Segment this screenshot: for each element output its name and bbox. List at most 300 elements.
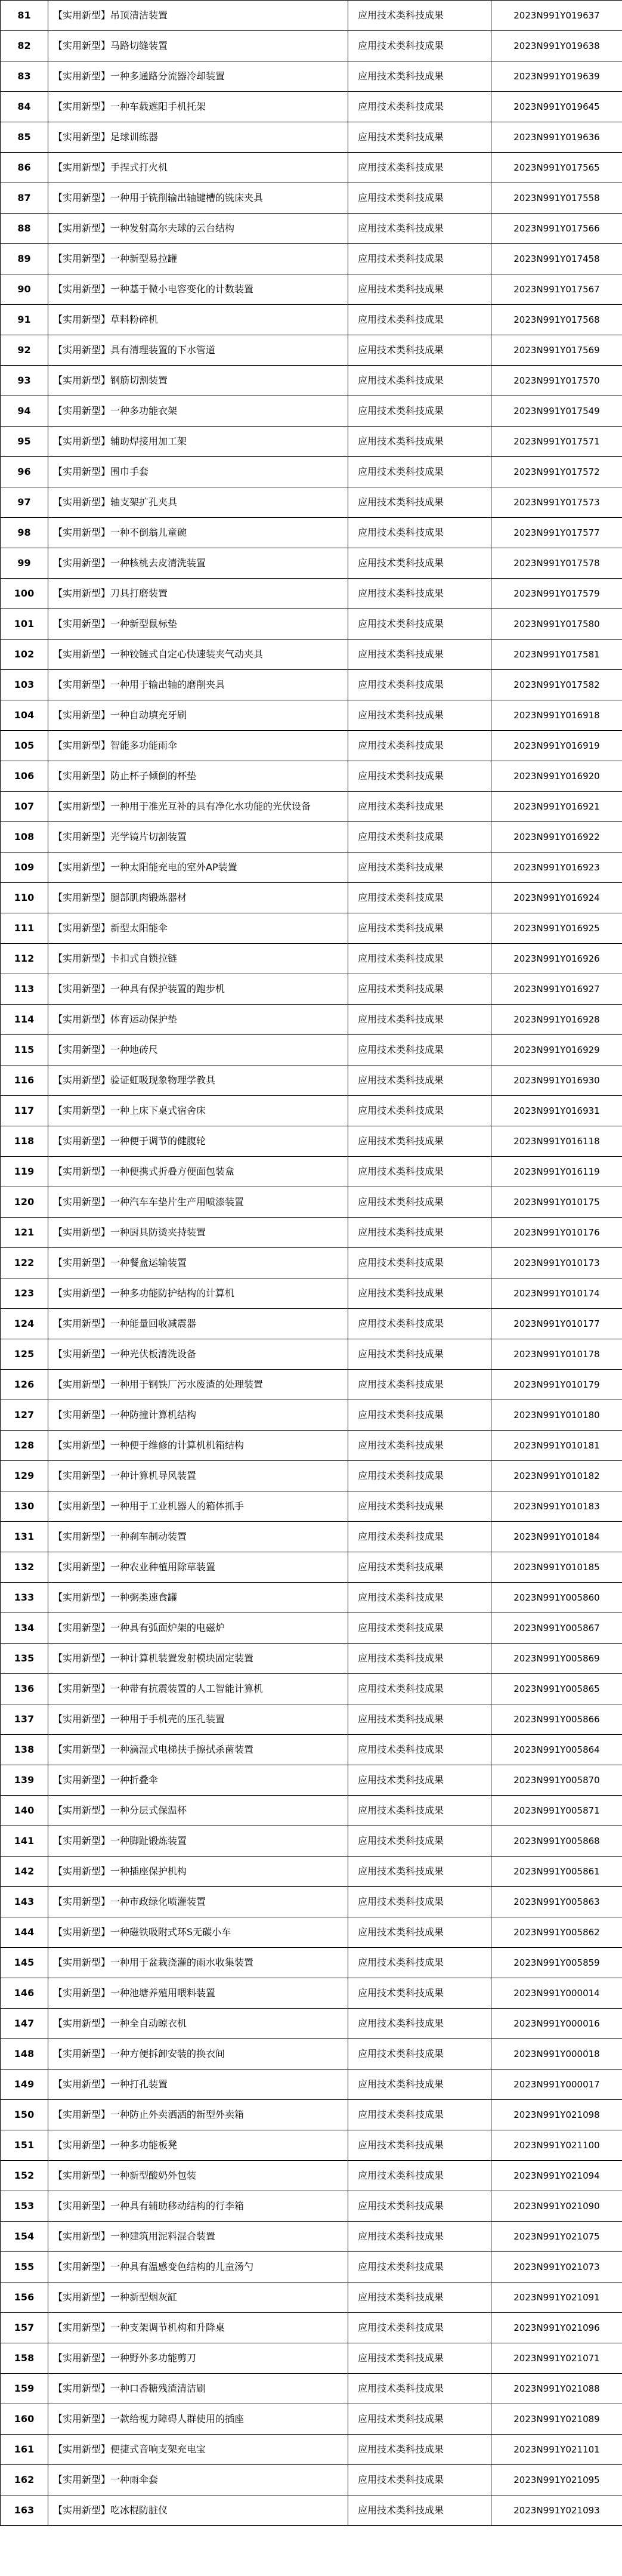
registration-code-cell	[491, 2282, 622, 2313]
row-number-cell	[1, 1035, 48, 1065]
table-row	[1, 2404, 622, 2435]
row-number-text: 93	[17, 375, 31, 386]
achievement-type-cell	[348, 2404, 491, 2435]
achievement-name-text: 【实用新型】一种新型易拉罐	[53, 253, 178, 264]
achievement-name-text: 【实用新型】一种具有辅助移动结构的行李箱	[53, 2200, 245, 2211]
row-number-cell	[1, 518, 48, 548]
achievement-type-cell	[348, 974, 491, 1005]
achievement-name-cell	[48, 1613, 348, 1644]
achievement-name-cell	[48, 305, 348, 335]
row-number-cell	[1, 761, 48, 792]
achievement-type-cell	[348, 640, 491, 670]
achievement-name-text: 【实用新型】吃冰棍防脏仪	[53, 2504, 168, 2516]
achievement-type-cell	[348, 396, 491, 427]
achievement-name-cell	[48, 2343, 348, 2374]
achievement-name-text: 【实用新型】一种支架调节机构和升降桌	[53, 2322, 225, 2333]
registration-code-text: 2023N991Y010184	[513, 1531, 600, 1542]
achievement-type-text: 应用技术类科技成果	[358, 1896, 444, 1907]
achievement-name-text: 【实用新型】一种防撞计算机结构	[53, 1409, 197, 1420]
table-row	[1, 1826, 622, 1857]
row-number-cell	[1, 1704, 48, 1735]
achievement-type-text: 应用技术类科技成果	[358, 1926, 444, 1938]
registration-code-cell	[491, 1522, 622, 1552]
achievement-name-text: 【实用新型】一种用于钢铁厂污水废渣的处理装置	[53, 1379, 264, 1390]
achievement-name-text: 【实用新型】验证虹吸现象物理学教具	[53, 1074, 216, 1086]
row-number-text: 143	[14, 1896, 35, 1907]
achievement-name-cell	[48, 1370, 348, 1400]
registration-code-cell	[491, 1826, 622, 1857]
registration-code-text: 2023N991Y021100	[513, 2140, 600, 2151]
row-number-text: 155	[14, 2261, 35, 2272]
row-number-cell	[1, 1096, 48, 1126]
achievement-type-text: 应用技术类科技成果	[358, 1957, 444, 1968]
registration-code-cell	[491, 700, 622, 731]
table-row	[1, 1431, 622, 1461]
registration-code-cell	[491, 1644, 622, 1674]
table-row	[1, 822, 622, 853]
registration-code-cell	[491, 792, 622, 822]
row-number-text: 134	[14, 1622, 35, 1633]
achievement-name-text: 【实用新型】一种用于准光互补的具有净化水功能的光伏设备	[53, 801, 311, 812]
registration-code-cell	[491, 1065, 622, 1096]
row-number-cell	[1, 457, 48, 487]
registration-code-text: 2023N991Y021071	[513, 2353, 600, 2364]
row-number-cell	[1, 1613, 48, 1644]
row-number-cell	[1, 1, 48, 31]
registration-code-text: 2023N991Y017572	[513, 467, 600, 477]
achievement-name-text: 【实用新型】手捏式打火机	[53, 162, 168, 173]
row-number-cell	[1, 274, 48, 305]
registration-code-cell	[491, 1857, 622, 1887]
achievement-type-cell	[348, 1096, 491, 1126]
row-number-cell	[1, 2465, 48, 2495]
registration-code-cell	[491, 2343, 622, 2374]
achievement-name-cell	[48, 2435, 348, 2465]
registration-code-text: 2023N991Y016925	[513, 923, 600, 934]
registration-code-cell	[491, 761, 622, 792]
registration-code-text: 2023N991Y010181	[513, 1440, 600, 1451]
registration-code-text: 2023N991Y005859	[513, 1957, 600, 1968]
row-number-cell	[1, 2495, 48, 2526]
row-number-cell	[1, 1674, 48, 1704]
achievement-name-text: 【实用新型】一种新型酸奶外包装	[53, 2170, 197, 2181]
achievement-type-text: 应用技术类科技成果	[358, 2291, 444, 2303]
row-number-text: 104	[14, 709, 35, 721]
row-number-cell	[1, 548, 48, 579]
registration-code-text: 2023N991Y005862	[513, 1927, 600, 1938]
achievement-type-cell	[348, 1187, 491, 1218]
achievement-name-text: 【实用新型】腿部肌肉锻炼器材	[53, 892, 187, 903]
achievement-name-text: 【实用新型】一款给视力障碍人群使用的插座	[53, 2413, 245, 2424]
achievement-name-text: 【实用新型】辅助焊接用加工架	[53, 435, 187, 447]
row-number-cell	[1, 153, 48, 183]
achievement-name-cell	[48, 609, 348, 640]
row-number-cell	[1, 183, 48, 214]
row-number-text: 145	[14, 1957, 35, 1968]
achievement-type-text: 应用技术类科技成果	[358, 1014, 444, 1025]
achievement-type-text: 应用技术类科技成果	[358, 466, 444, 477]
achievement-name-text: 【实用新型】一种市政绿化喷灌装置	[53, 1896, 206, 1907]
achievement-type-cell	[348, 2374, 491, 2404]
registration-code-cell	[491, 609, 622, 640]
registration-code-text: 2023N991Y021101	[513, 2444, 600, 2455]
achievement-type-text: 应用技术类科技成果	[358, 1440, 444, 1451]
achievement-name-cell	[48, 2191, 348, 2222]
registration-code-cell	[491, 305, 622, 335]
achievement-name-text: 【实用新型】一种脚趾锻炼装置	[53, 1835, 187, 1846]
achievement-name-text: 【实用新型】一种带有抗震装置的人工智能计算机	[53, 1683, 264, 1694]
table-row	[1, 2009, 622, 2039]
row-number-text: 123	[14, 1287, 35, 1299]
achievement-type-text: 应用技术类科技成果	[358, 2170, 444, 2181]
registration-code-cell	[491, 92, 622, 122]
row-number-text: 138	[14, 1744, 35, 1755]
achievement-type-cell	[348, 2039, 491, 2070]
achievement-name-text: 【实用新型】一种不倒翁儿童碗	[53, 527, 187, 538]
table-row	[1, 1613, 622, 1644]
achievement-type-text: 应用技术类科技成果	[358, 1987, 444, 1999]
achievement-name-text: 【实用新型】马路切缝装置	[53, 40, 168, 51]
achievement-type-cell	[348, 670, 491, 700]
achievement-type-cell	[348, 1917, 491, 1948]
row-number-text: 82	[17, 40, 31, 51]
achievement-type-text: 应用技术类科技成果	[358, 2413, 444, 2424]
achievement-type-cell	[348, 1826, 491, 1857]
table-row	[1, 2100, 622, 2130]
achievement-name-cell	[48, 1796, 348, 1826]
achievement-type-text: 应用技术类科技成果	[358, 953, 444, 964]
achievement-type-text: 应用技术类科技成果	[358, 770, 444, 782]
achievement-type-cell	[348, 2435, 491, 2465]
row-number-text: 139	[14, 1774, 35, 1786]
achievement-name-text: 【实用新型】一种全自动晾衣机	[53, 2018, 187, 2029]
registration-code-text: 2023N991Y016118	[513, 1136, 600, 1147]
table-row	[1, 61, 622, 92]
achievement-type-cell	[348, 1005, 491, 1035]
achievement-name-cell	[48, 396, 348, 427]
table-row	[1, 1491, 622, 1522]
achievement-name-text: 【实用新型】一种用于盆栽浇灌的雨水收集装置	[53, 1957, 254, 1968]
achievement-name-text: 【实用新型】一种计算机装置发射模块固定装置	[53, 1653, 254, 1664]
row-number-text: 122	[14, 1257, 35, 1268]
row-number-text: 118	[14, 1135, 35, 1147]
registration-code-cell	[491, 2039, 622, 2070]
registration-code-cell	[491, 2313, 622, 2343]
achievement-type-cell	[348, 548, 491, 579]
achievement-type-text: 应用技术类科技成果	[358, 131, 444, 143]
registration-code-cell	[491, 670, 622, 700]
achievement-name-text: 【实用新型】轴支架扩孔夹具	[53, 496, 178, 508]
table-row	[1, 1157, 622, 1187]
registration-code-cell	[491, 1461, 622, 1491]
achievement-name-text: 【实用新型】吊顶清洁装置	[53, 10, 168, 21]
achievement-name-cell	[48, 1826, 348, 1857]
achievement-name-cell	[48, 1248, 348, 1278]
row-number-text: 121	[14, 1227, 35, 1238]
row-number-text: 81	[17, 10, 31, 21]
achievement-name-cell	[48, 548, 348, 579]
achievement-name-text: 【实用新型】一种上床下桌式宿舍床	[53, 1105, 206, 1116]
registration-code-cell	[491, 396, 622, 427]
registration-code-text: 2023N991Y016930	[513, 1075, 600, 1086]
achievement-type-text: 应用技术类科技成果	[358, 1835, 444, 1846]
achievement-name-text: 【实用新型】智能多功能雨伞	[53, 740, 178, 751]
achievement-name-text: 【实用新型】一种新型鼠标垫	[53, 618, 178, 629]
achievement-type-cell	[348, 1339, 491, 1370]
table-row	[1, 1005, 622, 1035]
registration-code-cell	[491, 2252, 622, 2282]
registration-code-text: 2023N991Y010185	[513, 1562, 600, 1573]
achievement-name-cell	[48, 1765, 348, 1796]
row-number-text: 84	[17, 101, 31, 112]
achievement-type-cell	[348, 700, 491, 731]
achievement-type-cell	[348, 2465, 491, 2495]
registration-code-cell	[491, 183, 622, 214]
achievement-name-text: 【实用新型】一种便携式折叠方便面包装盒	[53, 1166, 235, 1177]
achievement-name-cell	[48, 1704, 348, 1735]
registration-code-text: 2023N991Y016923	[513, 862, 600, 873]
table-row	[1, 974, 622, 1005]
registration-code-cell	[491, 1796, 622, 1826]
registration-code-text: 2023N991Y019645	[513, 101, 600, 112]
achievement-type-cell	[348, 2070, 491, 2100]
row-number-cell	[1, 1978, 48, 2009]
achievement-type-cell	[348, 1735, 491, 1765]
achievement-type-text: 应用技术类科技成果	[358, 1135, 444, 1147]
row-number-cell	[1, 944, 48, 974]
achievement-type-cell	[348, 122, 491, 153]
registration-code-text: 2023N991Y016929	[513, 1045, 600, 1055]
row-number-text: 119	[14, 1166, 35, 1177]
registration-code-cell	[491, 548, 622, 579]
row-number-text: 156	[14, 2291, 35, 2303]
registration-code-text: 2023N991Y017579	[513, 588, 600, 599]
registration-code-cell	[491, 1887, 622, 1917]
achievement-name-cell	[48, 122, 348, 153]
registration-code-cell	[491, 883, 622, 913]
achievement-name-cell	[48, 1461, 348, 1491]
achievement-type-text: 应用技术类科技成果	[358, 1653, 444, 1664]
row-number-text: 111	[14, 922, 35, 934]
achievement-name-cell	[48, 2465, 348, 2495]
table-row	[1, 2130, 622, 2161]
achievement-name-text: 【实用新型】一种光伏板清洗设备	[53, 1348, 197, 1360]
registration-code-text: 2023N991Y010175	[513, 1197, 600, 1207]
table-row	[1, 1126, 622, 1157]
registration-code-text: 2023N991Y017582	[513, 679, 600, 690]
registration-code-cell	[491, 244, 622, 274]
achievement-type-cell	[348, 1796, 491, 1826]
achievement-type-cell	[348, 1, 491, 31]
registration-code-text: 2023N991Y021088	[513, 2383, 600, 2394]
registration-code-cell	[491, 1674, 622, 1704]
table-row	[1, 1552, 622, 1583]
table-row	[1, 548, 622, 579]
achievement-name-cell	[48, 1218, 348, 1248]
row-number-text: 91	[17, 314, 31, 325]
achievement-type-cell	[348, 366, 491, 396]
achievement-type-cell	[348, 822, 491, 853]
achievement-name-cell	[48, 1005, 348, 1035]
row-number-text: 129	[14, 1470, 35, 1481]
row-number-cell	[1, 31, 48, 61]
row-number-text: 127	[14, 1409, 35, 1420]
row-number-text: 154	[14, 2231, 35, 2242]
registration-code-text: 2023N991Y005867	[513, 1623, 600, 1633]
registration-code-text: 2023N991Y005865	[513, 1684, 600, 1694]
achievement-name-text: 【实用新型】一种打孔装置	[53, 2078, 168, 2090]
achievement-name-text: 【实用新型】一种便于调节的健腹轮	[53, 1135, 206, 1147]
row-number-text: 135	[14, 1653, 35, 1664]
achievement-name-text: 【实用新型】一种地砖尺	[53, 1044, 159, 1055]
registration-code-cell	[491, 1187, 622, 1218]
registration-code-cell	[491, 2404, 622, 2435]
table-row	[1, 1278, 622, 1309]
registration-code-text: 2023N991Y005871	[513, 1805, 600, 1816]
row-number-text: 115	[14, 1044, 35, 1055]
registration-code-text: 2023N991Y021096	[513, 2322, 600, 2333]
table-row	[1, 31, 622, 61]
row-number-text: 86	[17, 162, 31, 173]
table-row	[1, 2252, 622, 2282]
achievement-type-cell	[348, 1491, 491, 1522]
table-row	[1, 640, 622, 670]
achievement-name-text: 【实用新型】一种新型烟灰缸	[53, 2291, 178, 2303]
table-row	[1, 1035, 622, 1065]
registration-code-cell	[491, 366, 622, 396]
achievement-name-cell	[48, 974, 348, 1005]
registration-code-cell	[491, 427, 622, 457]
achievement-type-cell	[348, 2343, 491, 2374]
row-number-text: 128	[14, 1440, 35, 1451]
achievement-type-cell	[348, 335, 491, 366]
achievement-name-cell	[48, 1522, 348, 1552]
row-number-text: 148	[14, 2048, 35, 2059]
achievement-type-cell	[348, 2130, 491, 2161]
registration-code-text: 2023N991Y017571	[513, 436, 600, 447]
registration-code-cell	[491, 1735, 622, 1765]
achievement-name-cell	[48, 61, 348, 92]
achievement-type-text: 应用技术类科技成果	[358, 1531, 444, 1542]
registration-code-cell	[491, 640, 622, 670]
registration-code-text: 2023N991Y010180	[513, 1410, 600, 1420]
achievement-type-cell	[348, 609, 491, 640]
achievement-type-cell	[348, 214, 491, 244]
achievement-type-text: 应用技术类科技成果	[358, 1592, 444, 1603]
achievement-type-cell	[348, 2222, 491, 2252]
registration-code-text: 2023N991Y016926	[513, 953, 600, 964]
achievement-type-text: 应用技术类科技成果	[358, 2200, 444, 2211]
achievement-name-text: 【实用新型】一种方便拆卸安装的换衣间	[53, 2048, 225, 2059]
table-row	[1, 2374, 622, 2404]
achievement-type-text: 应用技术类科技成果	[358, 1500, 444, 1512]
achievement-name-text: 【实用新型】防止杯子倾倒的杯垫	[53, 770, 197, 782]
row-number-cell	[1, 2222, 48, 2252]
row-number-text: 151	[14, 2139, 35, 2151]
table-row	[1, 944, 622, 974]
row-number-cell	[1, 1157, 48, 1187]
achievement-name-text: 【实用新型】一种车载遮阳手机托架	[53, 101, 206, 112]
registration-code-text: 2023N991Y005869	[513, 1653, 600, 1664]
registration-code-text: 2023N991Y016931	[513, 1105, 600, 1116]
row-number-cell	[1, 913, 48, 944]
achievement-name-cell	[48, 883, 348, 913]
row-number-cell	[1, 1644, 48, 1674]
achievement-name-cell	[48, 1583, 348, 1613]
registration-code-cell	[491, 1248, 622, 1278]
achievement-type-text: 应用技术类科技成果	[358, 1318, 444, 1329]
registration-code-cell	[491, 1948, 622, 1978]
row-number-text: 132	[14, 1561, 35, 1573]
achievement-type-text: 应用技术类科技成果	[358, 1196, 444, 1207]
achievement-type-text: 应用技术类科技成果	[358, 1227, 444, 1238]
achievement-name-text: 【实用新型】卡扣式自锁拉链	[53, 953, 178, 964]
achievement-type-text: 应用技术类科技成果	[358, 557, 444, 569]
achievement-name-cell	[48, 761, 348, 792]
table-row	[1, 1735, 622, 1765]
registration-code-cell	[491, 2374, 622, 2404]
registration-code-cell	[491, 153, 622, 183]
achievement-name-text: 【实用新型】体育运动保护垫	[53, 1014, 178, 1025]
achievement-name-cell	[48, 1065, 348, 1096]
row-number-text: 131	[14, 1531, 35, 1542]
achievement-name-text: 【实用新型】一种用于手机壳的压孔装置	[53, 1713, 225, 1725]
achievement-type-cell	[348, 913, 491, 944]
achievement-type-text: 应用技术类科技成果	[358, 1744, 444, 1755]
table-row	[1, 2465, 622, 2495]
achievement-type-text: 应用技术类科技成果	[358, 527, 444, 538]
achievement-type-text: 应用技术类科技成果	[358, 2109, 444, 2120]
row-number-cell	[1, 366, 48, 396]
achievement-type-text: 应用技术类科技成果	[358, 10, 444, 21]
registration-code-cell	[491, 2161, 622, 2191]
achievement-name-cell	[48, 2374, 348, 2404]
row-number-text: 163	[14, 2504, 35, 2516]
row-number-cell	[1, 2435, 48, 2465]
registration-code-cell	[491, 1278, 622, 1309]
registration-code-text: 2023N991Y005864	[513, 1744, 600, 1755]
achievement-type-text: 应用技术类科技成果	[358, 283, 444, 295]
achievement-type-text: 应用技术类科技成果	[358, 1044, 444, 1055]
achievement-type-cell	[348, 2191, 491, 2222]
row-number-cell	[1, 1187, 48, 1218]
registration-code-text: 2023N991Y017565	[513, 162, 600, 173]
achievement-type-cell	[348, 1613, 491, 1644]
achievement-type-text: 应用技术类科技成果	[358, 1865, 444, 1877]
row-number-cell	[1, 579, 48, 609]
achievement-type-text: 应用技术类科技成果	[358, 2261, 444, 2272]
row-number-cell	[1, 427, 48, 457]
table-row	[1, 1187, 622, 1218]
row-number-text: 149	[14, 2078, 35, 2090]
table-row	[1, 579, 622, 609]
table-row	[1, 2435, 622, 2465]
achievement-name-cell	[48, 1735, 348, 1765]
achievement-type-text: 应用技术类科技成果	[358, 648, 444, 660]
registration-code-cell	[491, 1917, 622, 1948]
achievement-type-text: 应用技术类科技成果	[358, 892, 444, 903]
achievement-type-cell	[348, 1765, 491, 1796]
row-number-text: 97	[17, 496, 31, 508]
registration-code-cell	[491, 274, 622, 305]
row-number-cell	[1, 1431, 48, 1461]
registration-code-text: 2023N991Y017569	[513, 345, 600, 356]
row-number-text: 109	[14, 861, 35, 873]
row-number-text: 161	[14, 2444, 35, 2455]
registration-code-cell	[491, 974, 622, 1005]
row-number-cell	[1, 853, 48, 883]
achievement-type-text: 应用技术类科技成果	[358, 1074, 444, 1086]
